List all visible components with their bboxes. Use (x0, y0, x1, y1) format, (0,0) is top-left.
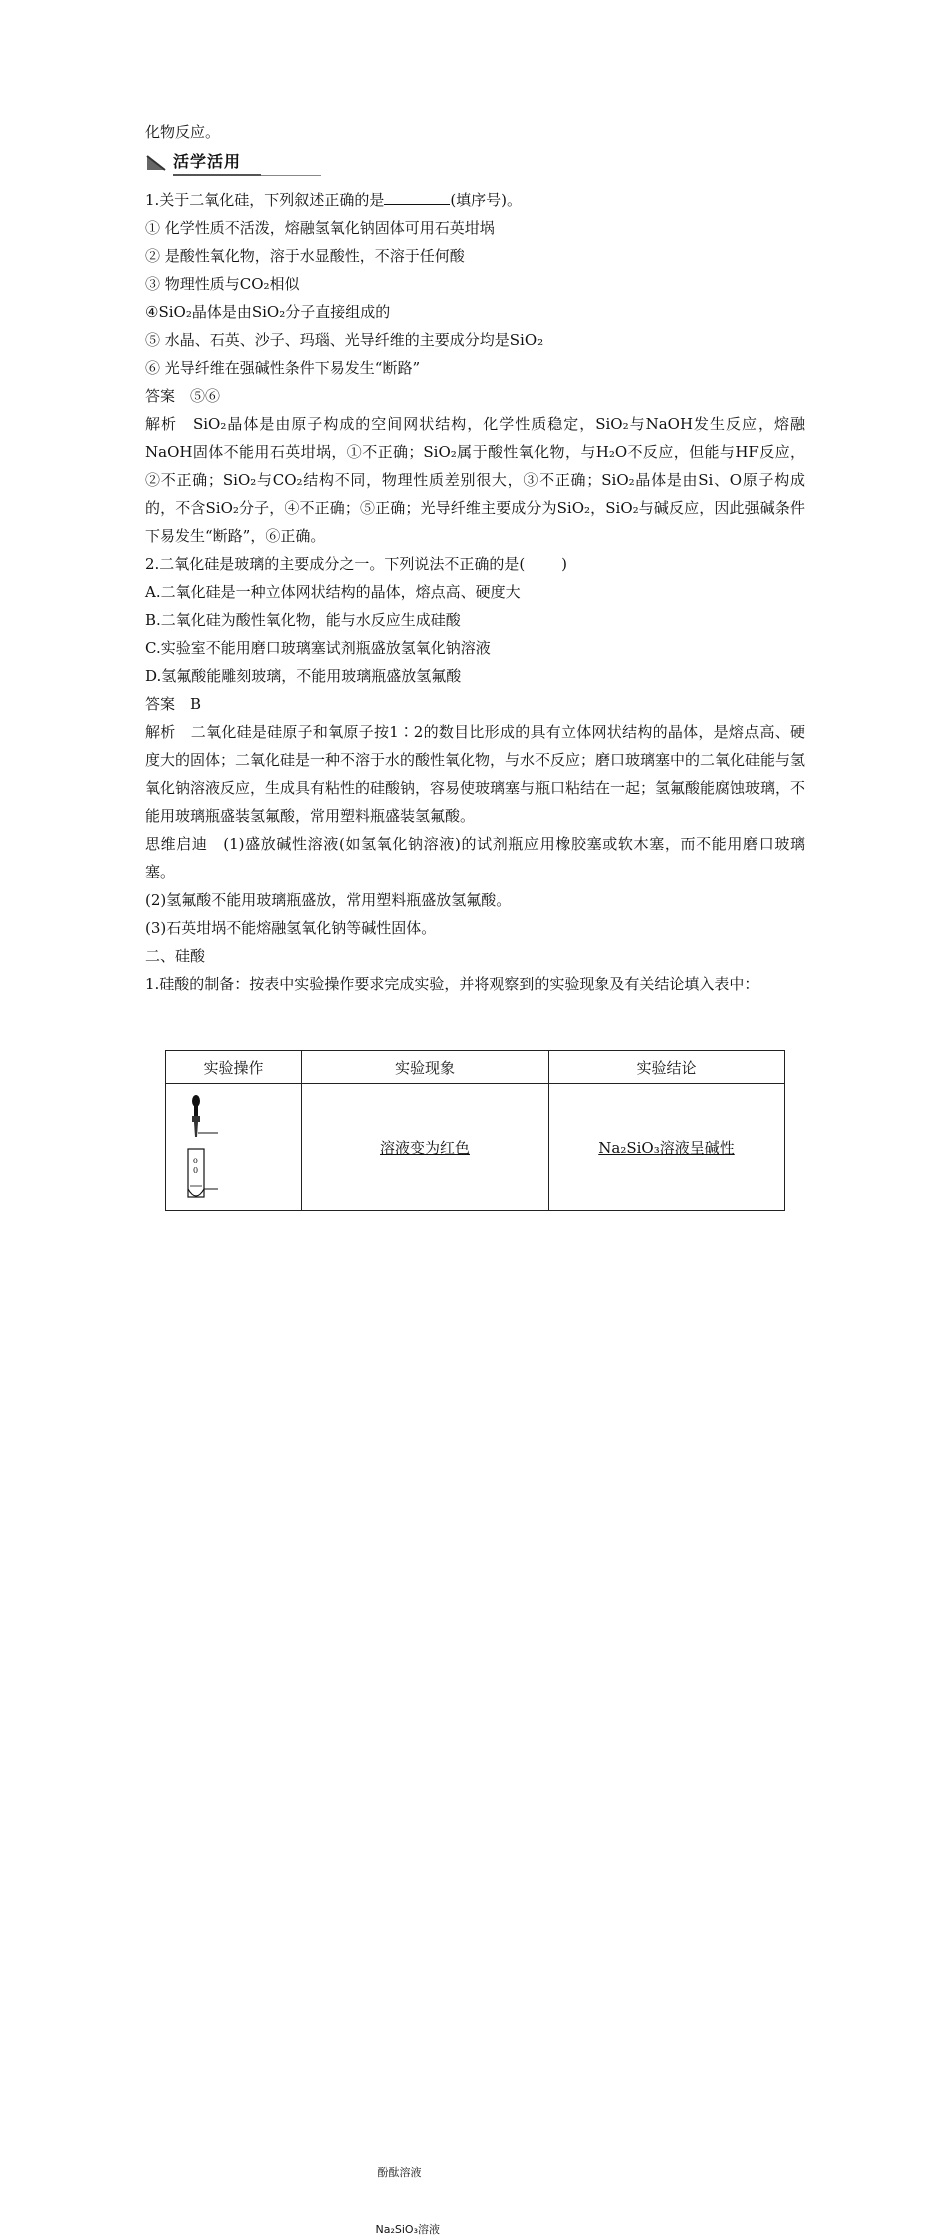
dropper-test-tube-icon (174, 1091, 294, 1203)
q1-stem (145, 186, 805, 214)
section-title: 活学活用 (173, 150, 261, 176)
q2-option-a: A.二氧化硅是一种立体网状结构的晶体，熔点高、硬度大 (145, 583, 521, 601)
q1-option-6: ⑥ 光导纤维在强碱性条件下易发生“断路” (145, 359, 421, 377)
q1-stem-pre: 1.关于二氧化硅，下列叙述正确的是 (145, 191, 385, 209)
q1-option-4: ④SiO₂晶体是由SiO₂分子直接组成的 (145, 303, 391, 321)
svg-text:o: o (192, 1156, 198, 1165)
q1-option-2: ② 是酸性氧化物，溶于水显酸性，不溶于任何酸 (145, 247, 465, 265)
phenomenon-text: 溶液变为红色 (379, 1138, 470, 1157)
thinking-p2: (2)氢氟酸不能用玻璃瓶盛放，常用塑料瓶盛放氢氟酸。 (145, 891, 512, 909)
table-header: 实验结论 (549, 1051, 785, 1084)
table-header-row (166, 1051, 785, 1084)
intro-tail: 化物反应。 (145, 123, 221, 141)
q1-analysis: 解析 SiO₂晶体是由原子构成的空间网状结构，化学性质稳定，SiO₂与NaOH发生反应，熔融NaOH固体不能用石英坩埚，①不正确；SiO₂属于酸性氧化物，与H₂O不反应，但能与HF反应，②不正确；SiO₂与CO₂结构不同，物理性质差别很大，③不正确；SiO₂晶体是由Si、O原子构成的，不含SiO₂分子，④不正确；⑤正确；光导纤维主要成分为SiO₂，SiO₂与碱反应，因此强碱条件下易发生“断路”，⑥正确。 (145, 415, 805, 545)
answer-blank[interactable] (384, 190, 450, 205)
q2-stem-text: 2.二氧化硅是玻璃的主要成分之一。下列说法不正确的是( (145, 555, 526, 573)
table-header: 实验操作 (166, 1051, 302, 1084)
q1-option-3: ③ 物理性质与CO₂相似 (145, 275, 300, 293)
section-header (145, 148, 805, 178)
thinking-p1: 思维启迪 (1)盛放碱性溶液(如氢氧化钠溶液)的试剂瓶应用橡胶塞或软木塞，而不能用磨口玻璃塞。 (145, 835, 805, 881)
q2-analysis: 解析 二氧化硅是硅原子和氧原子按1∶2的数目比形成的具有立体网状结构的晶体，是熔点高、硬度大的固体；二氧化硅是一种不溶于水的酸性氧化物，与水不反应；磨口玻璃塞中的二氧化硅能与氢氧化钠溶液反应，生成具有粘性的硅酸钠，容易使玻璃塞与瓶口粘结在一起；氢氟酸能腐蚀玻璃，不能用玻璃瓶盛装氢氟酸，常用塑料瓶盛装氢氟酸。 (145, 723, 806, 825)
section2-title: 二、硅酸 (145, 947, 206, 965)
q2-option-d: D.氢氟酸能雕刻玻璃，不能用玻璃瓶盛放氢氟酸 (145, 667, 462, 685)
slash-mark-icon (145, 154, 167, 172)
q1-stem-post: (填序号)。 (450, 191, 523, 209)
q1-option-5: ⑤ 水晶、石英、沙子、玛瑙、光导纤维的主要成分均是SiO₂ (145, 331, 544, 349)
section2-intro: 1.硅酸的制备：按表中实验操作要求完成实验，并将观察到的实验现象及有关结论填入表中： (145, 975, 760, 993)
conclusion-cell (549, 1084, 785, 1211)
table-header: 实验现象 (302, 1051, 549, 1084)
q2-stem (145, 550, 805, 578)
q2-option-c: C.实验室不能用磨口玻璃塞试剂瓶盛放氢氧化钠溶液 (145, 639, 491, 657)
q1-answer: 答案 ⑤⑥ (145, 387, 221, 405)
experiment-table (165, 1050, 785, 2236)
q2-option-b: B.二氧化硅为酸性氧化物，能与水反应生成硅酸 (145, 611, 461, 629)
page-content (145, 118, 805, 998)
table-row (166, 1084, 785, 1211)
thinking-p3: (3)石英坩埚不能熔融氢氧化钠等碱性固体。 (145, 919, 437, 937)
q1-option-1: ① 化学性质不活泼，熔融氢氧化钠固体可用石英坩埚 (145, 219, 495, 237)
conclusion-text: Na₂SiO₃溶液呈碱性 (598, 1138, 735, 1157)
section-rule (261, 151, 321, 176)
q2-stem-close: ) (561, 555, 568, 573)
svg-text:0: 0 (192, 1166, 198, 1175)
q2-answer: 答案 B (145, 695, 202, 713)
phenomenon-cell (302, 1084, 549, 1211)
tube-label: Na₂SiO₃溶液 (375, 2222, 440, 2236)
dropper-label: 酚酞溶液 (377, 2165, 422, 2179)
